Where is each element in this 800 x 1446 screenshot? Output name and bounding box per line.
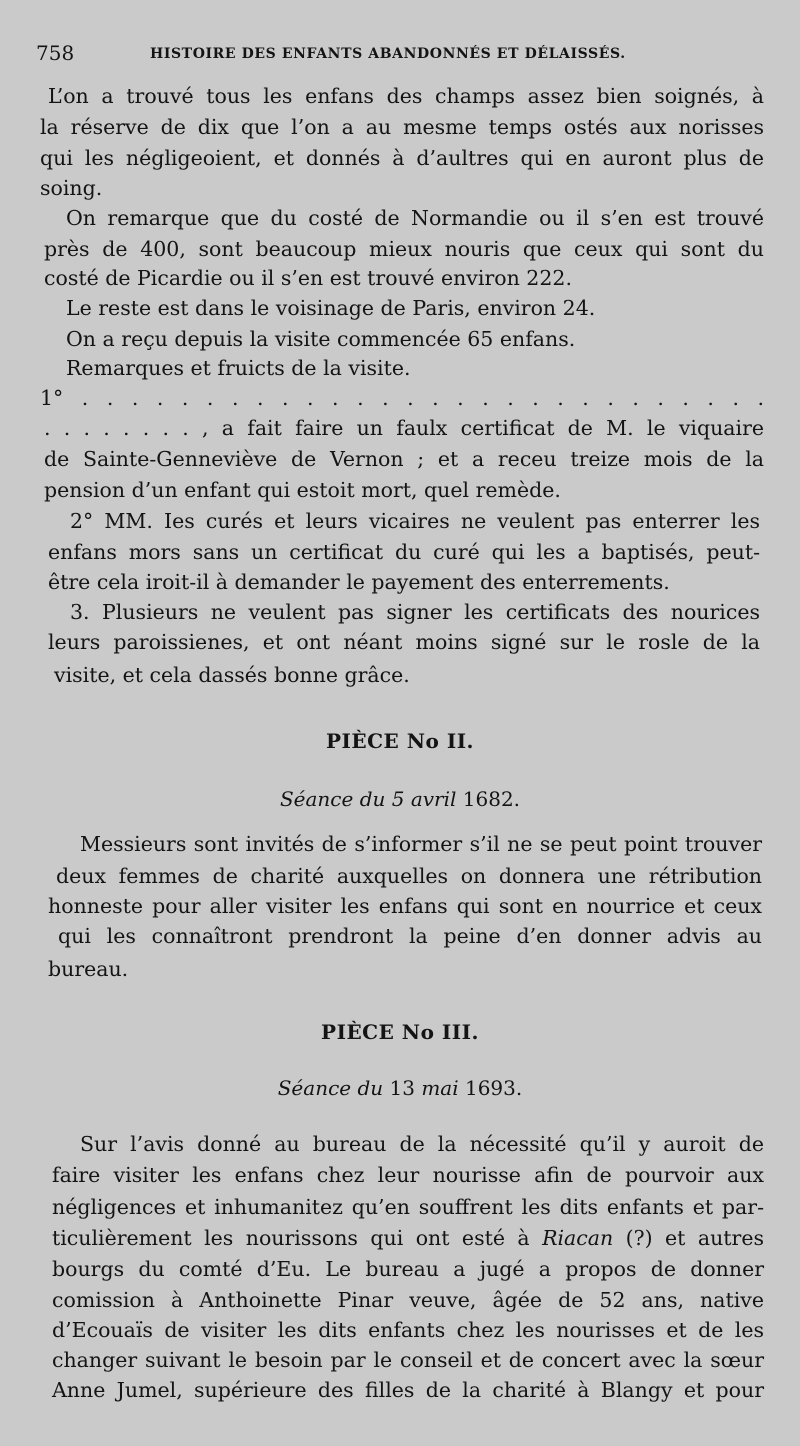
text-line: faire visiter les enfans chez leur nourisse afin de pourvoir aux [52,1163,764,1187]
page-number: 758 [36,41,75,65]
session-month: mai [421,1076,459,1100]
text-line: être cela iroit-il à demander le payement des enterrements. [48,570,670,594]
section-heading: PIÈCE No II. [325,729,475,753]
text-line: qui les négligeoient, et donnés à d’aultres qui en auront plus de [40,146,764,170]
text-line: près de 400, sont beaucoup mieux nouris que ceux qui sont du [44,237,764,261]
text-line: honneste pour aller visiter les enfans qui sont en nourrice et ceux [48,894,762,918]
section-heading: PIÈCE No III. [321,1020,479,1044]
text-line: soing. [40,176,103,200]
place-name: Riacan [542,1226,614,1250]
text-line: bureau. [48,957,129,981]
text-line: leurs paroissienes, et ont néant moins signé sur le rosle de la [48,630,760,654]
text-line: la réserve de dix que l’on a au mesme temps ostés aux norisses [40,115,764,139]
text-line: Remarques et fruicts de la visite. [66,356,411,380]
text-line: de Sainte-Gennevièvе de Vernon ; et a receu treize mois de la [44,447,764,471]
running-title: HISTOIRE DES ENFANTS ABANDONNÉS ET DÉLAISSÉS. [150,46,626,62]
session-label: Séance du [277,1076,384,1100]
session-year: 1682. [462,787,521,811]
text-line: L’on a trouvé tous les enfans des champs assez bien soignés, à [48,84,764,108]
text-line: négligences et inhumanitez qu’en souffrent les dits enfants et par- [52,1195,764,1219]
text-line: On remarque que du costé de Normandie ou il s’en est trouvé [66,206,764,230]
text-line: 3. Plusieurs ne veulent pas signer les certificats des nourices [70,600,760,624]
text-line: costé de Picardie ou il s’en est trouvé environ 222. [44,266,572,290]
text-line: qui les connaîtront prendront la peine d’en donner advis au [58,924,762,948]
text-line: comission à Anthoinette Pinar veuve, âgée de 52 ans, native [52,1288,764,1312]
text-line: . . . . . . . . , a fait faire un faulx certificat de M. le viquaire [44,416,764,440]
text-line [52,1224,764,1252]
text-line: Messieurs sont invités de s’informer s’il ne se peut point trouver [80,832,762,856]
text-line-part: (?) et autres [625,1226,764,1250]
session-label: Séance du [279,787,386,811]
text-line: enfans mors sans un certificat du curé qui les a baptisés, peut- [48,540,760,564]
text-line: 2° MM. Ies curés et leurs vicaires ne veulent pas enterrer les [70,509,760,533]
text-line: Le reste est dans le voisinage de Paris, environ 24. [66,296,596,320]
text-line-part: ticulièrement les nourissons qui ont esté à [52,1226,530,1250]
ellipsis-line: 1° . . . . . . . . . . . . . . . . . . . . . . . . . . . . [40,386,764,410]
session-day: 13 [389,1076,415,1100]
text-line: visite, et cela dassés bonne grâce. [54,663,410,687]
text-line: Sur l’avis donné au bureau de la nécessité qu’il y auroit de [80,1132,764,1156]
text-line: d’Ecouaïs de visiter les dits enfants chez les nourisses et de les [52,1318,764,1342]
text-line: pension d’un enfant qui estoit mort, quel remède. [44,478,561,502]
text-line: On a reçu depuis la visite commencée 65 enfans. [66,327,576,351]
text-line: deux femmes de charité auxquelles on donnera une rétribution [56,864,762,888]
session-year: 1693. [464,1076,523,1100]
session-date [0,1074,800,1102]
text-line: bourgs du comté d’Eu. Le bureau a jugé a propos de donner [52,1257,764,1281]
text-line: Anne Jumel, supérieure des filles de la charité à Blangy et pour [52,1378,764,1402]
session-date [0,785,800,813]
text-line: changer suivant le besoin par le conseil et de concert avec la sœur [52,1348,764,1372]
session-day-month: 5 avril [391,787,457,811]
